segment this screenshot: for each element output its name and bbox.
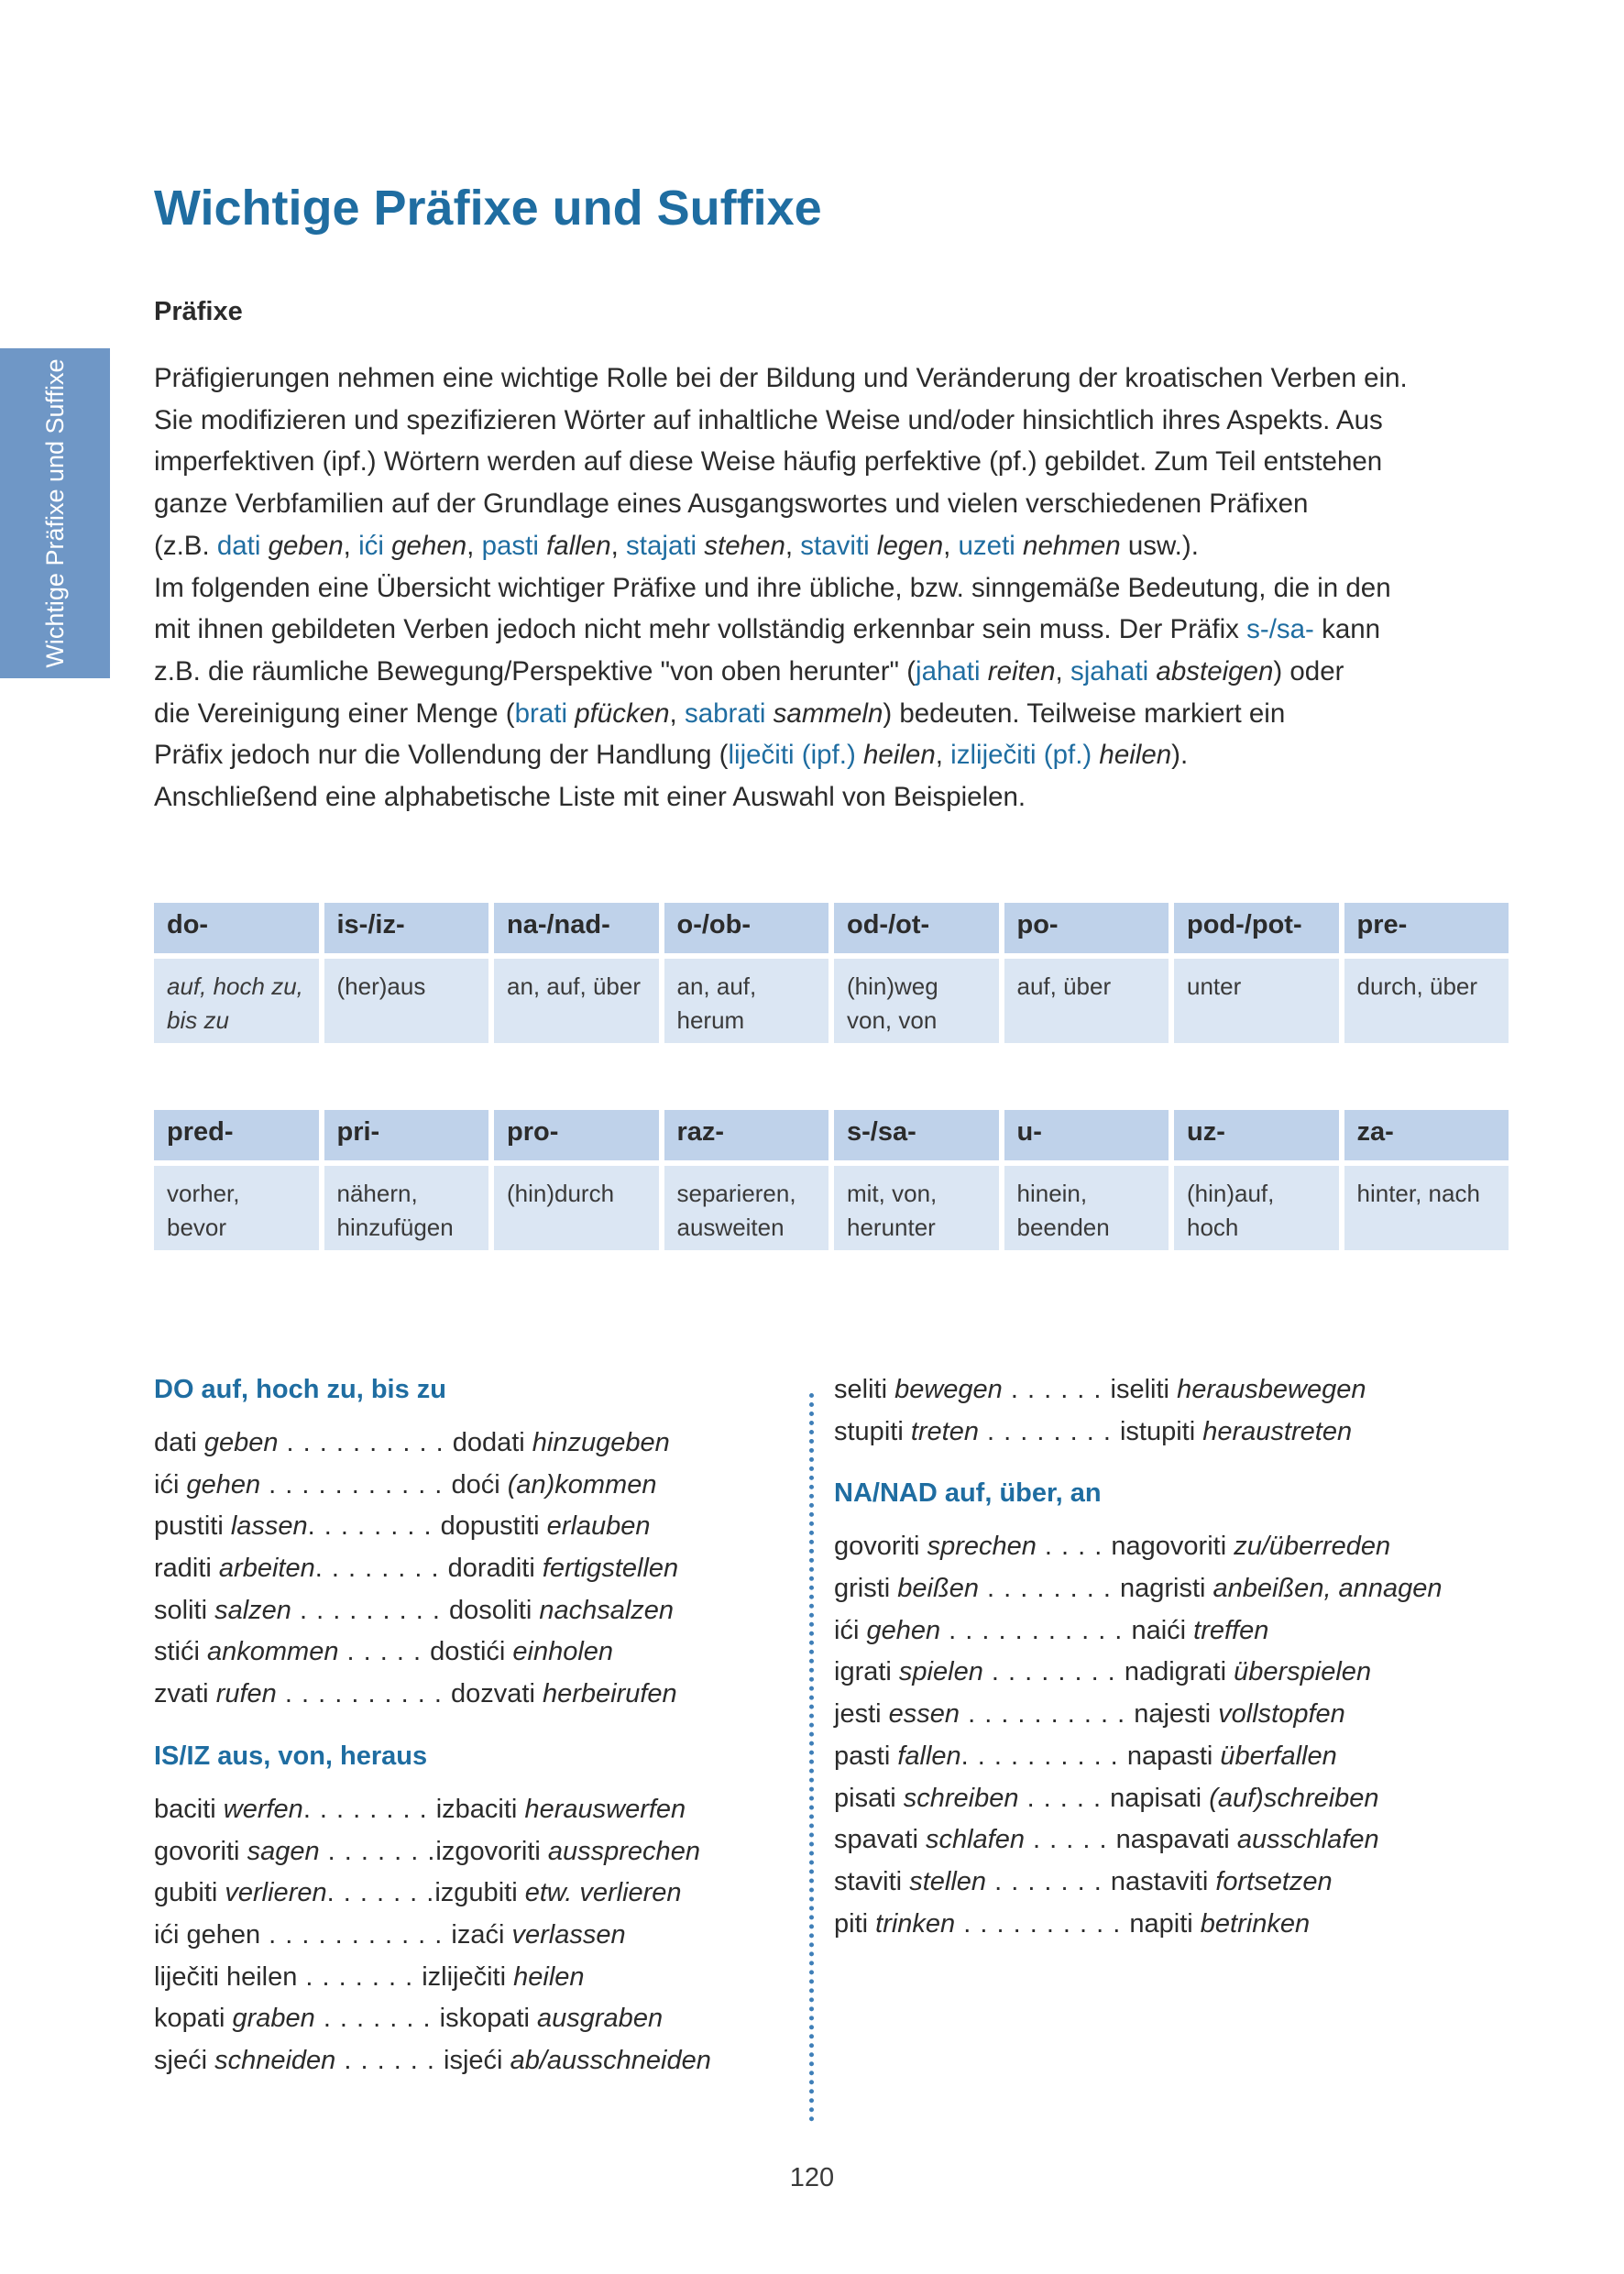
german-gloss: legen	[869, 530, 944, 561]
derived-verb: naspavati	[1115, 1825, 1230, 1855]
example-row	[154, 1465, 796, 1507]
croatian-word: sabrati	[684, 698, 766, 729]
leader-dots: . . . .	[1036, 1532, 1112, 1562]
example-row	[154, 1548, 796, 1590]
derived-verb-gloss: heilen	[513, 1961, 585, 1992]
example-row	[154, 1831, 796, 1873]
croatian-word: uzeti	[958, 530, 1015, 561]
example-row	[154, 1423, 796, 1465]
leader-dots: . . . . . . . .	[978, 1574, 1120, 1604]
german-gloss: heilen	[1092, 740, 1172, 771]
base-verb: ići	[154, 1469, 180, 1500]
derived-verb: iseliti	[1110, 1375, 1170, 1404]
derived-verb-gloss: herauswerfen	[524, 1794, 686, 1824]
leader-dots: . . . . . . . .	[307, 1511, 441, 1542]
example-row	[154, 1957, 796, 1999]
derived-verb: dopustiti	[440, 1511, 540, 1542]
example-row	[154, 1789, 796, 1831]
leader-dots: . . . . . . .	[326, 1878, 435, 1908]
prefix-meaning-cell: hinter, nach	[1344, 1166, 1509, 1250]
base-verb: sjeći	[154, 2045, 208, 2075]
derived-verb: izgubiti	[434, 1878, 518, 1908]
section-heading: Präfixe	[154, 297, 243, 326]
derived-verb-gloss: betrinken	[1200, 1908, 1311, 1939]
prefix-header-cell: na-/nad-	[494, 903, 659, 953]
base-verb-gloss: bewegen	[894, 1375, 1003, 1404]
derived-verb: najesti	[1134, 1699, 1212, 1730]
base-verb-gloss: trinken	[875, 1908, 956, 1939]
derived-verb: naići	[1131, 1615, 1187, 1645]
german-gloss: nehmen	[1015, 530, 1121, 561]
page-number: 120	[789, 2163, 835, 2192]
intro-line: z.B. die räumliche Bewegung/Perspektive "von oben herunter" (jahati reiten, sjahati absteigen) oder	[154, 655, 1344, 687]
intro-paragraph	[154, 357, 1510, 818]
derived-verb-gloss: ab/ausschneiden	[510, 2045, 711, 2075]
german-gloss: stehen	[697, 530, 785, 561]
leader-dots: . . . . . . .	[319, 1836, 436, 1866]
leader-dots: . . . . . . . .	[302, 1794, 436, 1824]
derived-verb: istupiti	[1119, 1416, 1196, 1446]
derived-verb-gloss: aussprechen	[547, 1836, 700, 1866]
prefix-meaning-cell: (hin)weg von, von	[834, 959, 999, 1043]
croatian-word: dati	[216, 530, 261, 561]
intro-line: (z.B. dati geben, ići gehen, pasti fallen, stajati stehen, staviti legen, uzeti nehmen usw.).	[154, 530, 1199, 561]
example-row	[834, 1904, 1531, 1946]
leader-dots: . . . . . . .	[314, 2004, 440, 2034]
base-verb-gloss: gehen	[186, 1469, 261, 1500]
derived-verb-gloss: überspielen	[1234, 1657, 1372, 1687]
prefix-meaning-cell: (hin)durch	[494, 1166, 659, 1250]
prefix-meaning-cell: (her)aus	[324, 959, 489, 1043]
prefix-section-heading: DO auf, hoch zu, bis zu	[154, 1375, 446, 1404]
derived-verb: izbaciti	[435, 1794, 518, 1824]
base-verb: pisati	[834, 1783, 896, 1813]
base-verb: gristi	[834, 1574, 891, 1604]
example-list-right	[834, 1369, 1531, 1945]
example-row	[154, 1998, 796, 2040]
prefix-meaning-cell: auf, über	[1004, 959, 1169, 1043]
prefix-header-cell: pro-	[494, 1110, 659, 1160]
prefix-header-cell: raz-	[664, 1110, 829, 1160]
derived-verb-gloss: heraustreten	[1202, 1416, 1353, 1446]
base-verb: seliti	[834, 1375, 888, 1404]
intro-line: Anschließend eine alphabetische Liste mit einer Auswahl von Beispielen.	[154, 782, 1026, 813]
base-verb: staviti	[834, 1866, 903, 1896]
derived-verb-gloss: verlassen	[511, 1919, 626, 1950]
derived-verb: isjeći	[444, 2045, 503, 2075]
leader-dots: . . . . . . . . . .	[276, 1679, 452, 1709]
prefix-header-cell: o-/ob-	[664, 903, 829, 953]
derived-verb: izaći	[451, 1919, 505, 1950]
german-gloss: sammeln	[765, 698, 883, 729]
base-verb-gloss: verlieren	[225, 1878, 327, 1908]
derived-verb-gloss: fortsetzen	[1215, 1866, 1333, 1896]
prefix-meaning-cell: nähern, hinzufügen	[324, 1166, 489, 1250]
example-row	[834, 1862, 1531, 1904]
derived-verb-gloss: einholen	[512, 1637, 614, 1667]
derived-verb: dosoliti	[449, 1595, 532, 1625]
derived-verb-gloss: hinzugeben	[532, 1428, 670, 1457]
prefix-meaning-cell: auf, hoch zu, bis zu	[154, 959, 319, 1043]
german-gloss: fallen	[538, 530, 611, 561]
prefix-header-cell: s-/sa-	[834, 1110, 999, 1160]
base-verb: pustiti	[154, 1511, 224, 1542]
derived-verb: dodati	[452, 1428, 525, 1457]
leader-dots: . . . . . . . . . . .	[260, 1469, 452, 1500]
base-verb: liječiti heilen	[154, 1961, 298, 1992]
prefix-header-cell: pred-	[154, 1110, 319, 1160]
prefix-header-cell: po-	[1004, 903, 1169, 953]
base-verb-gloss: schreiben	[903, 1783, 1019, 1813]
base-verb-gloss: geben	[203, 1428, 279, 1457]
example-row	[834, 1610, 1531, 1653]
derived-verb: iskopati	[439, 2004, 530, 2034]
leader-dots: . . . . .	[1024, 1825, 1116, 1855]
example-row	[834, 1526, 1531, 1568]
example-row	[154, 1915, 796, 1957]
derived-verb: izgovoriti	[435, 1836, 541, 1866]
leader-dots: . . . . . . .	[297, 1961, 422, 1992]
base-verb-gloss: salzen	[214, 1595, 291, 1625]
german-gloss: pfücken	[567, 698, 670, 729]
intro-line: Im folgenden eine Übersicht wichtiger Präfixe und ihre übliche, bzw. sinngemäße Bedeutung, die in den	[154, 572, 1391, 603]
base-verb-gloss: stellen	[909, 1866, 987, 1896]
base-verb: spavati	[834, 1825, 918, 1855]
leader-dots: . . . . . . . .	[314, 1554, 448, 1584]
derived-verb-gloss: herausbewegen	[1177, 1375, 1366, 1404]
base-verb: kopati	[154, 2004, 225, 2034]
derived-verb: nagristi	[1119, 1574, 1206, 1604]
derived-verb: nadigrati	[1124, 1657, 1227, 1687]
base-verb-gloss: fallen	[897, 1741, 961, 1771]
example-row	[834, 1412, 1531, 1454]
leader-dots: . . . . .	[1018, 1783, 1111, 1813]
prefix-header-cell: do-	[154, 903, 319, 953]
leader-dots: . . . . . . . . . .	[960, 1741, 1127, 1771]
base-verb: raditi	[154, 1554, 212, 1584]
base-verb: ići	[834, 1615, 860, 1645]
example-row	[154, 1590, 796, 1632]
page-title: Wichtige Präfixe und Suffixe	[154, 181, 822, 236]
croatian-word: izliječiti (pf.)	[950, 740, 1092, 771]
derived-verb-gloss: fertigstellen	[542, 1554, 679, 1584]
prefix-header-cell: uz-	[1174, 1110, 1339, 1160]
base-verb: govoriti	[154, 1836, 240, 1866]
example-row	[154, 1506, 796, 1548]
prefix-meaning-cell: mit, von, herunter	[834, 1166, 999, 1250]
derived-verb-gloss: treffen	[1193, 1615, 1269, 1645]
croatian-word: brati	[514, 698, 567, 729]
derived-verb: doći	[451, 1469, 500, 1500]
base-verb-gloss: spielen	[898, 1657, 983, 1687]
example-row	[834, 1369, 1531, 1412]
derived-verb-gloss: ausgraben	[537, 2004, 664, 2034]
prefix-meaning-cell: vorher, bevor	[154, 1166, 319, 1250]
base-verb: zvati	[154, 1679, 209, 1709]
german-gloss: gehen	[383, 530, 467, 561]
derived-verb-gloss: ausschlafen	[1236, 1825, 1379, 1855]
leader-dots: . . . . . . . . . . .	[260, 1919, 452, 1950]
base-verb: stupiti	[834, 1416, 904, 1446]
intro-line: die Vereinigung einer Menge (brati pfücken, sabrati sammeln) bedeuten. Teilweise markiert ein	[154, 698, 1286, 729]
prefix-section-heading: NA/NAD auf, über, an	[834, 1478, 1102, 1509]
leader-dots: . . . . . . . .	[982, 1657, 1125, 1687]
base-verb-gloss: werfen	[223, 1794, 303, 1824]
base-verb-gloss: essen	[888, 1699, 960, 1730]
example-list-left	[154, 1369, 796, 2082]
derived-verb-gloss: vollstopfen	[1218, 1699, 1345, 1730]
base-verb-gloss: rufen	[215, 1679, 277, 1709]
example-row	[154, 1873, 796, 1915]
base-verb: stići	[154, 1637, 200, 1667]
derived-verb: nagovoriti	[1111, 1532, 1227, 1562]
example-row	[834, 1652, 1531, 1694]
base-verb: soliti	[154, 1595, 208, 1625]
base-verb-gloss: arbeiten	[218, 1554, 315, 1584]
example-row	[834, 1568, 1531, 1610]
derived-verb-gloss: überfallen	[1220, 1741, 1337, 1771]
base-verb-gloss: beißen	[897, 1574, 979, 1604]
base-verb: govoriti	[834, 1532, 920, 1562]
derived-verb: doraditi	[447, 1554, 535, 1584]
derived-verb: izliječiti	[422, 1961, 507, 1992]
column-divider	[809, 1393, 814, 2122]
derived-verb-gloss: erlauben	[546, 1511, 651, 1542]
derived-verb: napasti	[1126, 1741, 1213, 1771]
leader-dots: . . . . . .	[335, 2045, 444, 2075]
derived-verb: dozvati	[451, 1679, 535, 1709]
croatian-word: sjahati	[1070, 655, 1149, 687]
prefix-meaning-cell: an, auf, über	[494, 959, 659, 1043]
derived-verb: napiti	[1129, 1908, 1193, 1939]
prefix-section-heading: IS/IZ aus, von, heraus	[154, 1741, 428, 1771]
croatian-word: stajati	[626, 530, 697, 561]
example-row	[154, 2040, 796, 2082]
derived-verb: nastaviti	[1110, 1866, 1209, 1896]
leader-dots: . . . . . . . . . .	[955, 1908, 1130, 1939]
intro-line: Sie modifizieren und spezifizieren Wörter auf inhaltliche Weise und/oder hinsichtlich ihres Aspekts. Aus	[154, 404, 1383, 435]
derived-verb: dostići	[430, 1637, 506, 1667]
leader-dots: . . . . . . .	[986, 1866, 1111, 1896]
leader-dots: . . . . . . . . . . .	[940, 1615, 1132, 1645]
derived-verb-gloss: zu/überreden	[1234, 1532, 1391, 1562]
base-verb: gubiti	[154, 1878, 218, 1908]
prefix-header-cell: u-	[1004, 1110, 1169, 1160]
leader-dots: . . . . .	[338, 1637, 431, 1667]
prefix-meaning-cell: durch, über	[1344, 959, 1509, 1043]
prefix-meaning-row	[154, 1166, 1509, 1250]
prefix-header-cell: od-/ot-	[834, 903, 999, 953]
derived-verb-gloss: anbeißen, annagen	[1213, 1574, 1443, 1604]
german-gloss: heilen	[855, 740, 936, 771]
base-verb-gloss: sagen	[247, 1836, 320, 1866]
example-row	[154, 1674, 796, 1716]
base-verb: pasti	[834, 1741, 891, 1771]
prefix-header-cell: pod-/pot-	[1174, 903, 1339, 953]
croatian-word: s-/sa-	[1246, 614, 1314, 645]
croatian-word: liječiti (ipf.)	[728, 740, 856, 771]
prefix-header-cell: pre-	[1344, 903, 1509, 953]
base-verb: ići gehen	[154, 1919, 261, 1950]
example-row	[834, 1819, 1531, 1862]
leader-dots: . . . . . . . .	[979, 1416, 1120, 1446]
german-gloss: geben	[260, 530, 344, 561]
base-verb-gloss: schlafen	[925, 1825, 1025, 1855]
base-verb: igrati	[834, 1657, 892, 1687]
example-row	[834, 1778, 1531, 1820]
side-tab	[0, 348, 110, 678]
intro-line: mit ihnen gebildeten Verben jedoch nicht mehr vollständig erkennbar sein muss. Der Präfix s-/sa- kann	[154, 614, 1381, 645]
example-row	[834, 1736, 1531, 1778]
prefix-meaning-cell: unter	[1174, 959, 1339, 1043]
prefix-table-2	[148, 1110, 1514, 1250]
base-verb: jesti	[834, 1699, 882, 1730]
prefix-header-row	[154, 1110, 1509, 1160]
intro-line: Präfigierungen nehmen eine wichtige Rolle bei der Bildung und Veränderung der kroatischen Verben ein.	[154, 363, 1408, 393]
leader-dots: . . . . . .	[1002, 1375, 1111, 1404]
side-tab-label: Wichtige Präfixe und Suffixe	[41, 358, 69, 668]
prefix-meaning-cell: an, auf, herum	[664, 959, 829, 1043]
prefix-header-cell: pri-	[324, 1110, 489, 1160]
prefix-meaning-row	[154, 959, 1509, 1043]
base-verb-gloss: gehen	[866, 1615, 941, 1645]
derived-verb-gloss: herbeirufen	[542, 1679, 677, 1709]
prefix-meaning-cell: hinein, beenden	[1004, 1166, 1169, 1250]
prefix-meaning-cell: (hin)auf, hoch	[1174, 1166, 1339, 1250]
croatian-word: ići	[358, 530, 384, 561]
derived-verb-gloss: etw. verlieren	[524, 1878, 682, 1908]
base-verb: piti	[834, 1908, 869, 1939]
base-verb-gloss: schneiden	[214, 2045, 336, 2075]
prefix-header-row	[154, 903, 1509, 953]
derived-verb-gloss: (auf)schreiben	[1209, 1783, 1379, 1813]
base-verb-gloss: graben	[232, 2004, 315, 2034]
intro-line: ganze Verbfamilien auf der Grundlage eines Ausgangswortes und vielen verschiedenen Präfixen	[154, 489, 1309, 520]
leader-dots: . . . . . . . . . .	[278, 1428, 453, 1457]
derived-verb-gloss: (an)kommen	[507, 1469, 657, 1500]
base-verb-gloss: treten	[910, 1416, 979, 1446]
base-verb: baciti	[154, 1794, 216, 1824]
prefix-header-cell: is-/iz-	[324, 903, 489, 953]
example-row	[834, 1694, 1531, 1736]
intro-line: imperfektiven (ipf.) Wörtern werden auf diese Weise häufig perfektive (pf.) gebildet. Zum Teil entstehen	[154, 446, 1383, 478]
leader-dots: . . . . . . . . . .	[960, 1699, 1135, 1730]
base-verb: dati	[154, 1428, 197, 1457]
derived-verb-gloss: nachsalzen	[539, 1595, 675, 1625]
derived-verb: napisati	[1110, 1783, 1202, 1813]
prefix-table-1	[148, 903, 1514, 1043]
prefix-header-cell: za-	[1344, 1110, 1509, 1160]
prefix-meaning-cell: separieren, ausweiten	[664, 1166, 829, 1250]
german-gloss: absteigen	[1148, 655, 1274, 687]
base-verb-gloss: lassen	[230, 1511, 308, 1542]
intro-line: Präfix jedoch nur die Vollendung der Handlung (liječiti (ipf.) heilen, izliječiti (pf.) heilen).	[154, 740, 1189, 771]
german-gloss: reiten	[980, 655, 1056, 687]
croatian-word: staviti	[800, 530, 870, 561]
croatian-word: jahati	[916, 655, 981, 687]
leader-dots: . . . . . . . . .	[291, 1595, 449, 1625]
base-verb-gloss: sprechen	[927, 1532, 1037, 1562]
example-row	[154, 1631, 796, 1674]
base-verb-gloss: ankommen	[207, 1637, 339, 1667]
croatian-word: pasti	[481, 530, 539, 561]
